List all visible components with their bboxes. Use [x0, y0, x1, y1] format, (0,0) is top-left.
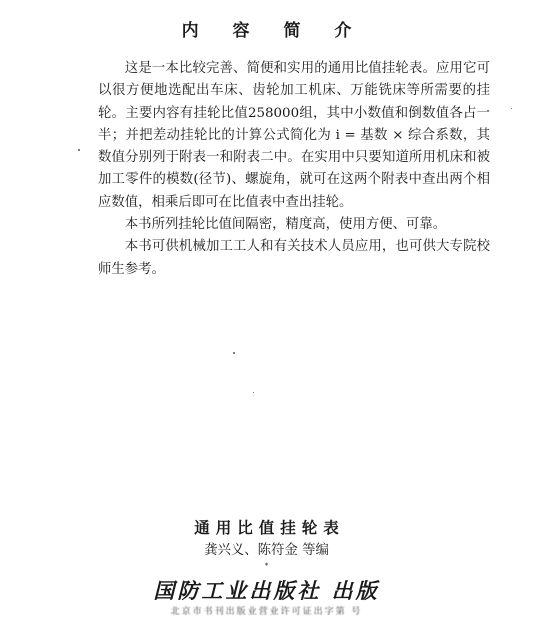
section-heading: 内 容 简 介: [181, 21, 366, 41]
scan-speck: [511, 108, 512, 109]
book-title: 通用比值挂轮表: [194, 519, 345, 537]
scan-speck: [233, 352, 235, 354]
summary-paragraph-2: 本书所列挂轮比值间隔密，精度高，使用方便、可靠。: [124, 217, 447, 233]
scan-speck: [253, 392, 254, 393]
publisher: 国防工业出版社 出版: [153, 578, 380, 603]
star-ornament: *: [264, 562, 269, 570]
summary-text: [98, 58, 490, 281]
summary-paragraph-1: 这是一本比较完善、简便和实用的通用比值挂轮表。应用它可以很方便地选配出车床、齿轮加工机床、万能铣床等所需要的挂轮。主要内容有挂轮比值258000组，其中小数值和倒数值各占一半；并把差动挂轮比的计算公式简化为 i = 基数 × 综合系数，其数值分别列于附表一和附表二中。在实用中只要知道所用机床和被加工零件的模数(径节)、螺旋角，就可在这两个附表中查出两个相应数值，相乘后即可在比值表中查出挂轮。: [98, 61, 490, 210]
scan-speck: [78, 149, 80, 151]
summary-paragraph-3: 本书可供机械加工工人和有关技术人员应用，也可供大专院校师生参考。: [98, 239, 490, 277]
authors: 龚兴义、陈符金 等编: [204, 543, 329, 558]
cutoff-license-line: 北京市书刊出版业营业许可证出字第 号: [170, 607, 363, 617]
